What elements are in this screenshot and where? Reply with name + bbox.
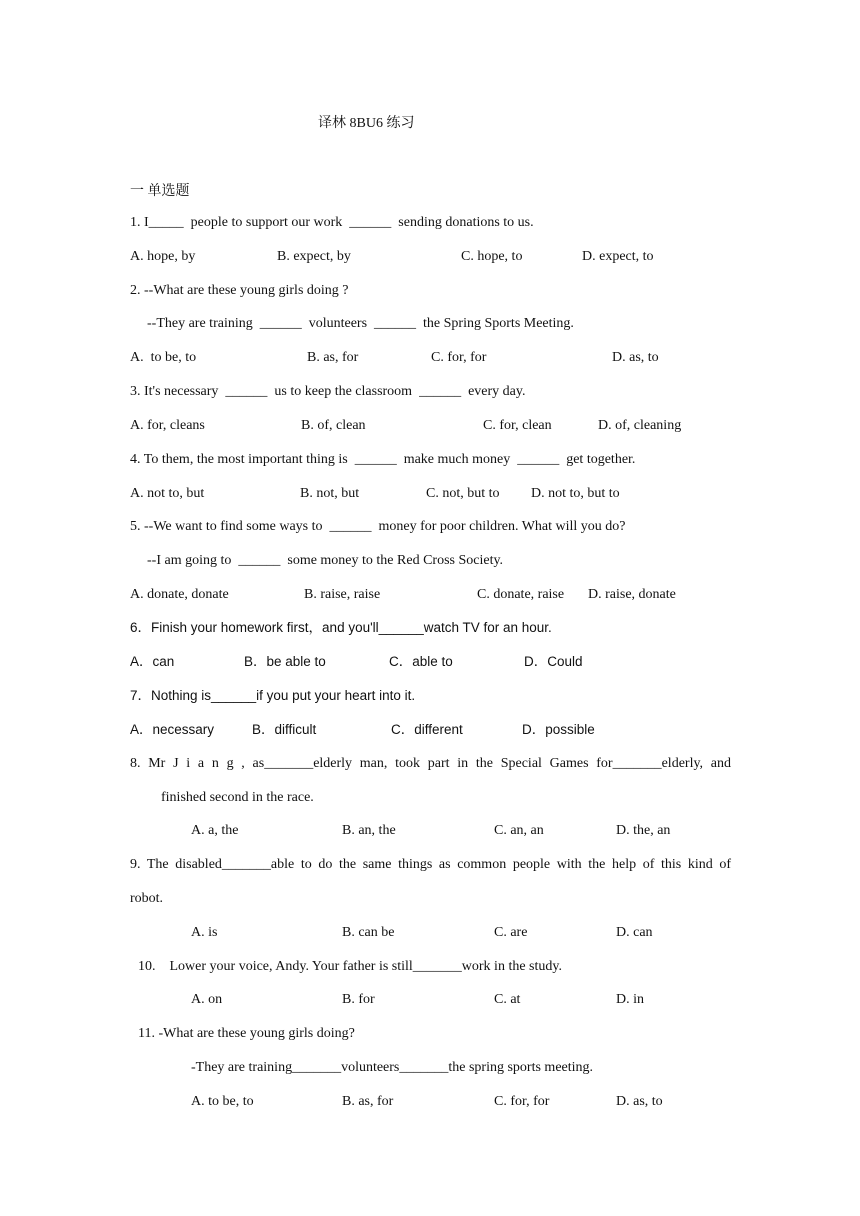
question-11-option-b: B. as, for xyxy=(342,1094,394,1109)
document-title: 译林 8BU6 练习 xyxy=(318,116,415,131)
question-6-option-c: C．able to xyxy=(389,654,453,669)
question-3-stem: 3. It's necessary ______ us to keep the classroom ______ every day. xyxy=(130,384,526,399)
question-6-stem: 6．Finish your homework first，and you'll______watch TV for an hour. xyxy=(130,620,552,635)
question-5-stem: 5. --We want to find some ways to ______ money for poor children. What will you do? xyxy=(130,519,626,534)
question-1-option-a: A. hope, by xyxy=(130,249,196,264)
question-11-stem-2: -They are training_______volunteers_______the spring sports meeting. xyxy=(191,1060,594,1075)
question-5-option-a: A. donate, donate xyxy=(130,587,229,602)
question-9-option-c: C. are xyxy=(494,925,528,940)
question-5-option-c: C. donate, raise xyxy=(477,587,565,602)
question-4-stem: 4. To them, the most important thing is ______ make much money ______ get together. xyxy=(130,452,636,467)
question-4-option-a: A. not to, but xyxy=(130,486,205,501)
question-5-option-d: D. raise, donate xyxy=(588,587,676,602)
question-4-option-c: C. not, but to xyxy=(426,486,500,501)
question-4-option-d: D. not to, but to xyxy=(531,486,620,501)
question-2-stem-2: --They are training ______ volunteers ______ the Spring Sports Meeting. xyxy=(147,316,574,331)
question-7-option-a: A．necessary xyxy=(130,722,215,737)
question-11-option-a: A. to be, to xyxy=(191,1094,254,1109)
question-3-option-b: B. of, clean xyxy=(301,418,366,433)
section-heading: 一 单选题 xyxy=(130,184,190,199)
question-10-option-c: C. at xyxy=(494,992,521,1007)
question-11-option-c: C. for, for xyxy=(494,1094,550,1109)
question-10-option-b: B. for xyxy=(342,992,375,1007)
question-9-stem: 9. The disabled_______able to do the same things as common people with the help of this kind of xyxy=(130,857,731,872)
question-5-stem-2: --I am going to ______ some money to the Red Cross Society. xyxy=(147,553,504,568)
question-2-option-d: D. as, to xyxy=(612,350,659,365)
question-8-stem-2: finished second in the race. xyxy=(161,790,314,805)
question-9-option-a: A. is xyxy=(191,925,218,940)
question-9-option-d: D. can xyxy=(616,925,653,940)
question-6-option-a: A．can xyxy=(130,654,175,669)
question-9-stem-2: robot. xyxy=(130,891,164,906)
question-8-option-a: A. a, the xyxy=(191,823,239,838)
question-2-option-a: A. to be, to xyxy=(130,350,197,365)
question-2-stem: 2. --What are these young girls doing ? xyxy=(130,283,349,298)
question-7-stem: 7．Nothing is______if you put your heart into it. xyxy=(130,688,416,703)
question-1-option-c: C. hope, to xyxy=(461,249,523,264)
question-2-option-c: C. for, for xyxy=(431,350,487,365)
question-6-option-b: B．be able to xyxy=(244,654,326,669)
question-8-option-c: C. an, an xyxy=(494,823,544,838)
question-1-stem: 1. I_____ people to support our work ______ sending donations to us. xyxy=(130,215,534,230)
question-8-stem: 8. Mr J i a n g , as_______elderly man, took part in the Special Games for_______elderly, and xyxy=(130,756,731,771)
question-3-option-d: D. of, cleaning xyxy=(598,418,682,433)
question-2-option-b: B. as, for xyxy=(307,350,359,365)
question-3-option-c: C. for, clean xyxy=(483,418,552,433)
question-7-option-b: B．difficult xyxy=(252,722,317,737)
question-3-option-a: A. for, cleans xyxy=(130,418,205,433)
question-6-option-d: D．Could xyxy=(524,654,583,669)
question-9-option-b: B. can be xyxy=(342,925,395,940)
question-8-option-b: B. an, the xyxy=(342,823,396,838)
question-10-option-a: A. on xyxy=(191,992,223,1007)
question-11-option-d: D. as, to xyxy=(616,1094,663,1109)
question-11-stem: 11. -What are these young girls doing? xyxy=(138,1026,355,1041)
question-10-stem: 10. Lower your voice, Andy. Your father is still_______work in the study. xyxy=(138,959,562,974)
question-10-option-d: D. in xyxy=(616,992,644,1007)
question-7-option-c: C．different xyxy=(391,722,463,737)
question-4-option-b: B. not, but xyxy=(300,486,360,501)
question-7-option-d: D．possible xyxy=(522,722,595,737)
question-1-option-b: B. expect, by xyxy=(277,249,351,264)
question-1-option-d: D. expect, to xyxy=(582,249,654,264)
question-8-option-d: D. the, an xyxy=(616,823,671,838)
question-5-option-b: B. raise, raise xyxy=(304,587,381,602)
